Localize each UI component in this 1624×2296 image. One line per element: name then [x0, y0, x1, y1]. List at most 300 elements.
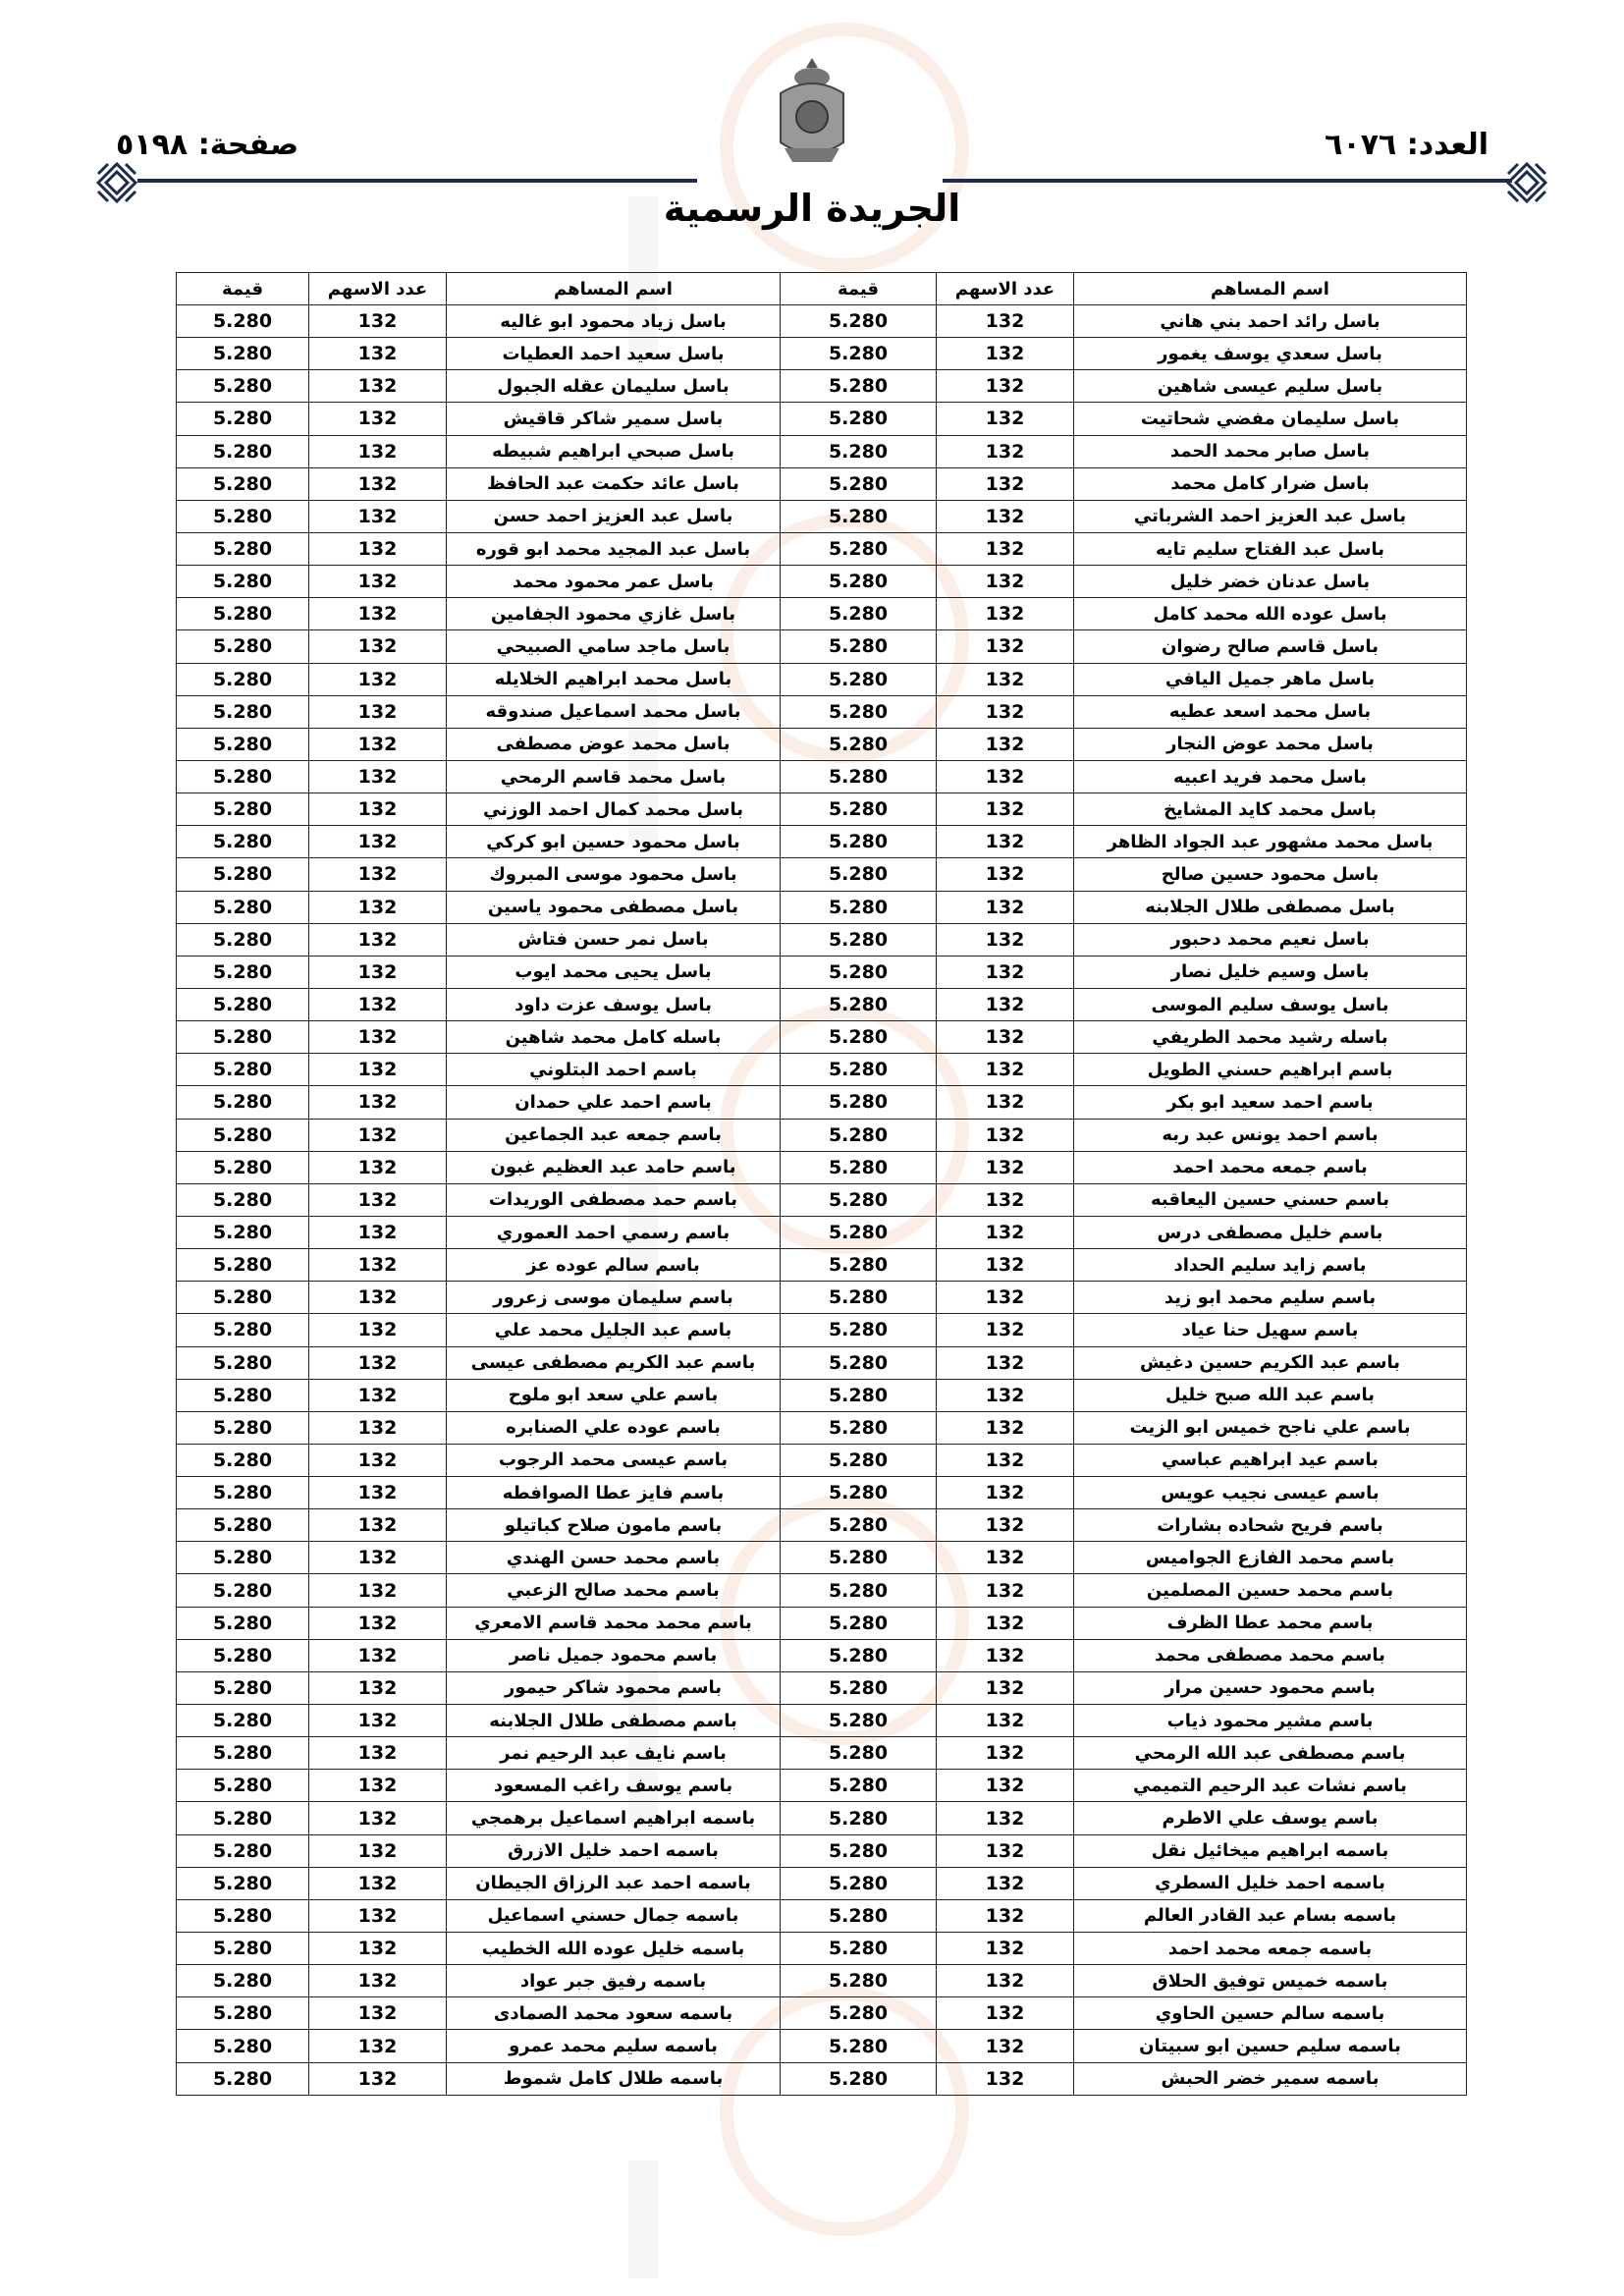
share-value: 5.280 — [177, 923, 309, 956]
shareholder-name: باسل عبد المجيد محمد ابو قوره — [447, 532, 781, 565]
shareholder-name: باسم مامون صلاح كباتيلو — [447, 1509, 781, 1542]
share-count: 132 — [937, 532, 1074, 565]
share-value: 5.280 — [781, 1574, 937, 1607]
share-value: 5.280 — [781, 403, 937, 435]
share-value: 5.280 — [177, 1933, 309, 1965]
share-count: 132 — [937, 793, 1074, 826]
shareholder-name: باسل مصطفى محمود ياسين — [447, 891, 781, 923]
shareholder-name: باسل يحيى محمد ايوب — [447, 956, 781, 988]
share-value: 5.280 — [177, 1705, 309, 1737]
shareholder-name: باسمه سمير خضر الحبش — [1074, 2062, 1467, 2095]
share-count: 132 — [309, 760, 447, 793]
share-value: 5.280 — [177, 403, 309, 435]
shareholder-name: باسم جمعه عبد الجماعين — [447, 1119, 781, 1151]
share-value: 5.280 — [177, 1802, 309, 1834]
table-row — [177, 695, 1467, 728]
shareholder-name: باسل محمد قاسم الرمحي — [447, 760, 781, 793]
shareholder-name: باسمه سليم حسين ابو سبيتان — [1074, 2030, 1467, 2062]
share-count: 132 — [309, 435, 447, 467]
shareholder-name: باسم نشات عبد الرحيم التميمي — [1074, 1770, 1467, 1802]
shareholder-name: باسل سعدي يوسف يغمور — [1074, 338, 1467, 370]
shareholder-name: باسمه سالم حسين الحاوي — [1074, 1997, 1467, 2030]
shareholder-name: باسم محمد عطا الظرف — [1074, 1607, 1467, 1639]
share-count: 132 — [937, 1542, 1074, 1574]
shareholder-name: باسمه جمال حسني اسماعيل — [447, 1899, 781, 1932]
share-count: 132 — [309, 1249, 447, 1282]
shareholder-name: باسله رشيد محمد الطريفي — [1074, 1021, 1467, 1054]
share-value: 5.280 — [781, 2062, 937, 2095]
share-value: 5.280 — [177, 1346, 309, 1379]
share-count: 132 — [309, 500, 447, 532]
shareholder-name: باسم حامد عبد العظيم غبون — [447, 1151, 781, 1183]
column-header-value: قيمة — [781, 273, 937, 305]
share-value: 5.280 — [177, 2062, 309, 2095]
share-value: 5.280 — [177, 1444, 309, 1476]
shareholder-name: باسم نايف عبد الرحيم نمر — [447, 1737, 781, 1770]
table-row — [177, 1737, 1467, 1770]
share-value: 5.280 — [781, 1021, 937, 1054]
share-value: 5.280 — [781, 1965, 937, 1997]
share-value: 5.280 — [781, 891, 937, 923]
share-count: 132 — [309, 1802, 447, 1834]
share-count: 132 — [937, 1834, 1074, 1867]
table-row — [177, 2062, 1467, 2095]
table-row — [177, 1086, 1467, 1119]
table-row — [177, 793, 1467, 826]
share-count: 132 — [309, 1216, 447, 1248]
share-value: 5.280 — [177, 1997, 309, 2030]
share-value: 5.280 — [177, 1151, 309, 1183]
share-count: 132 — [937, 338, 1074, 370]
share-count: 132 — [937, 1119, 1074, 1151]
shareholder-name: باسم عبد الجليل محمد علي — [447, 1314, 781, 1346]
shareholder-name: باسل سليمان عقله الجبول — [447, 370, 781, 403]
share-count: 132 — [309, 1899, 447, 1932]
shareholder-name: باسمه احمد خليل السطري — [1074, 1867, 1467, 1899]
shareholder-name: باسل سليمان مفضي شحاتيت — [1074, 403, 1467, 435]
shareholder-name: باسل يوسف سليم الموسى — [1074, 988, 1467, 1020]
share-count: 132 — [937, 1054, 1074, 1086]
share-value: 5.280 — [177, 305, 309, 338]
table-row — [177, 1183, 1467, 1216]
share-count: 132 — [937, 1086, 1074, 1119]
shareholder-name: باسم محمد محمد قاسم الامعري — [447, 1607, 781, 1639]
share-value: 5.280 — [177, 1671, 309, 1704]
share-count: 132 — [937, 435, 1074, 467]
share-count: 132 — [309, 1933, 447, 1965]
share-value: 5.280 — [177, 467, 309, 500]
table-row — [177, 1770, 1467, 1802]
share-count: 132 — [937, 2030, 1074, 2062]
table-row — [177, 305, 1467, 338]
table-row — [177, 1705, 1467, 1737]
shareholder-name: باسم سليمان موسى زعرور — [447, 1282, 781, 1314]
shareholder-name: باسمه بسام عبد القادر العالم — [1074, 1899, 1467, 1932]
shareholder-name: باسم خليل مصطفى درس — [1074, 1216, 1467, 1248]
shareholder-name: باسل قاسم صالح رضوان — [1074, 630, 1467, 663]
share-value: 5.280 — [177, 598, 309, 630]
shareholder-name: باسم سليم محمد ابو زيد — [1074, 1282, 1467, 1314]
share-count: 132 — [309, 1151, 447, 1183]
share-value: 5.280 — [781, 2030, 937, 2062]
table-row — [177, 858, 1467, 891]
share-value: 5.280 — [177, 1542, 309, 1574]
share-count: 132 — [309, 728, 447, 760]
share-count: 132 — [309, 1477, 447, 1509]
share-count: 132 — [309, 793, 447, 826]
table-row — [177, 728, 1467, 760]
shareholder-name: باسم جمعه محمد احمد — [1074, 1151, 1467, 1183]
share-count: 132 — [937, 1933, 1074, 1965]
shareholder-name: باسل يوسف عزت داود — [447, 988, 781, 1020]
table-row — [177, 532, 1467, 565]
share-value: 5.280 — [177, 630, 309, 663]
share-value: 5.280 — [781, 1282, 937, 1314]
share-value: 5.280 — [177, 1021, 309, 1054]
table-row — [177, 1119, 1467, 1151]
page-header — [0, 0, 1624, 265]
table-row — [177, 1054, 1467, 1086]
shareholder-name: باسم سالم عوده عز — [447, 1249, 781, 1282]
share-value: 5.280 — [177, 1477, 309, 1509]
shareholder-name: باسم عوده علي الصنابره — [447, 1411, 781, 1444]
share-value: 5.280 — [177, 1054, 309, 1086]
share-value: 5.280 — [177, 1737, 309, 1770]
shareholder-name: باسل عوده الله محمد كامل — [1074, 598, 1467, 630]
shareholder-name: باسل سمير شاكر قاقيش — [447, 403, 781, 435]
share-value: 5.280 — [781, 370, 937, 403]
share-count: 132 — [937, 826, 1074, 858]
share-value: 5.280 — [177, 1119, 309, 1151]
share-count: 132 — [937, 1574, 1074, 1607]
shareholder-name: باسل نمر حسن فتاش — [447, 923, 781, 956]
share-count: 132 — [937, 956, 1074, 988]
shareholder-name: باسم عبد الله صبح خليل — [1074, 1379, 1467, 1411]
share-value: 5.280 — [177, 1574, 309, 1607]
share-count: 132 — [937, 1216, 1074, 1248]
share-count: 132 — [937, 1639, 1074, 1671]
share-count: 132 — [309, 305, 447, 338]
shareholder-name: باسل صبحي ابراهيم شبيطه — [447, 435, 781, 467]
table-row — [177, 760, 1467, 793]
share-value: 5.280 — [781, 988, 937, 1020]
share-count: 132 — [937, 1965, 1074, 1997]
table-row — [177, 338, 1467, 370]
share-value: 5.280 — [781, 728, 937, 760]
shareholder-name: باسل عائد حكمت عبد الحافظ — [447, 467, 781, 500]
table-row — [177, 1346, 1467, 1379]
share-count: 132 — [309, 1965, 447, 1997]
share-count: 132 — [937, 566, 1074, 598]
table-row — [177, 1965, 1467, 1997]
shareholder-name: باسم زايد سليم الحداد — [1074, 1249, 1467, 1282]
share-value: 5.280 — [177, 858, 309, 891]
shareholder-name: باسل محمود حسين ابو كركي — [447, 826, 781, 858]
table-row — [177, 1867, 1467, 1899]
share-value: 5.280 — [177, 695, 309, 728]
shareholder-name: باسمه احمد عبد الرزاق الجيطان — [447, 1867, 781, 1899]
table-row — [177, 500, 1467, 532]
share-value: 5.280 — [177, 1411, 309, 1444]
share-value: 5.280 — [781, 1705, 937, 1737]
shareholder-name: باسم عبد الكريم حسين دغيش — [1074, 1346, 1467, 1379]
share-value: 5.280 — [781, 630, 937, 663]
shareholder-name: باسل محمد كمال احمد الوزني — [447, 793, 781, 826]
share-value: 5.280 — [781, 338, 937, 370]
share-value: 5.280 — [177, 728, 309, 760]
shareholders-table — [176, 272, 1467, 2096]
share-count: 132 — [937, 663, 1074, 695]
shareholder-name: باسل عدنان خضر خليل — [1074, 566, 1467, 598]
share-value: 5.280 — [177, 1607, 309, 1639]
shareholder-name: باسل محمود حسين صالح — [1074, 858, 1467, 891]
share-count: 132 — [937, 1867, 1074, 1899]
share-count: 132 — [309, 630, 447, 663]
share-count: 132 — [309, 1509, 447, 1542]
shareholder-name: باسل صابر محمد الحمد — [1074, 435, 1467, 467]
share-count: 132 — [937, 858, 1074, 891]
share-count: 132 — [937, 923, 1074, 956]
table-row — [177, 467, 1467, 500]
share-count: 132 — [309, 1834, 447, 1867]
shareholder-name: باسم محمد حسن الهندي — [447, 1542, 781, 1574]
share-count: 132 — [937, 1183, 1074, 1216]
header-rule-right — [943, 179, 1512, 183]
share-value: 5.280 — [781, 566, 937, 598]
shareholder-name: باسم احمد سعيد ابو بكر — [1074, 1086, 1467, 1119]
share-count: 132 — [937, 1607, 1074, 1639]
shareholder-name: باسل سليم عيسى شاهين — [1074, 370, 1467, 403]
share-value: 5.280 — [781, 923, 937, 956]
share-value: 5.280 — [781, 1867, 937, 1899]
share-value: 5.280 — [781, 305, 937, 338]
share-count: 132 — [937, 1379, 1074, 1411]
share-count: 132 — [937, 1737, 1074, 1770]
share-value: 5.280 — [781, 1737, 937, 1770]
column-header-name: اسم المساهم — [447, 273, 781, 305]
share-value: 5.280 — [177, 1639, 309, 1671]
share-value: 5.280 — [781, 1770, 937, 1802]
share-value: 5.280 — [177, 1183, 309, 1216]
share-count: 132 — [937, 1705, 1074, 1737]
shareholder-name: باسل محمد عوض مصطفى — [447, 728, 781, 760]
shareholder-name: باسم محمد حسين المصلمين — [1074, 1574, 1467, 1607]
share-count: 132 — [309, 1639, 447, 1671]
share-value: 5.280 — [781, 1379, 937, 1411]
page-number: صفحة: ٥١٩٨ — [116, 128, 299, 162]
table-row — [177, 598, 1467, 630]
shareholder-name: باسم احمد يونس عبد ربه — [1074, 1119, 1467, 1151]
share-count: 132 — [309, 891, 447, 923]
share-value: 5.280 — [177, 1086, 309, 1119]
share-value: 5.280 — [781, 467, 937, 500]
table-row — [177, 1249, 1467, 1282]
table-row — [177, 1899, 1467, 1932]
share-value: 5.280 — [177, 760, 309, 793]
share-count: 132 — [309, 2062, 447, 2095]
shareholder-name: باسم محمد الفازع الجواميس — [1074, 1542, 1467, 1574]
share-value: 5.280 — [177, 1216, 309, 1248]
shareholder-name: باسل محمد مشهور عبد الجواد الظاهر — [1074, 826, 1467, 858]
share-value: 5.280 — [781, 1933, 937, 1965]
share-value: 5.280 — [781, 532, 937, 565]
share-count: 132 — [937, 1411, 1074, 1444]
shareholder-name: باسل محمد ابراهيم الخلايله — [447, 663, 781, 695]
shareholder-name: باسل ماجد سامي الصبيحي — [447, 630, 781, 663]
share-value: 5.280 — [781, 1607, 937, 1639]
share-count: 132 — [309, 467, 447, 500]
share-count: 132 — [309, 566, 447, 598]
share-value: 5.280 — [781, 956, 937, 988]
table-row — [177, 1509, 1467, 1542]
share-count: 132 — [309, 1054, 447, 1086]
share-count: 132 — [937, 1671, 1074, 1704]
share-value: 5.280 — [177, 956, 309, 988]
share-count: 132 — [937, 1314, 1074, 1346]
share-value: 5.280 — [781, 695, 937, 728]
table-row — [177, 403, 1467, 435]
share-count: 132 — [309, 598, 447, 630]
shareholder-name: باسم عبد الكريم مصطفى عيسى — [447, 1346, 781, 1379]
share-count: 132 — [309, 956, 447, 988]
shareholder-name: باسل غازي محمود الجفامين — [447, 598, 781, 630]
share-count: 132 — [309, 1671, 447, 1704]
share-count: 132 — [937, 370, 1074, 403]
share-count: 132 — [309, 1411, 447, 1444]
share-value: 5.280 — [781, 760, 937, 793]
shareholder-name: باسم فريح شحاده بشارات — [1074, 1509, 1467, 1542]
table-row — [177, 956, 1467, 988]
shareholder-name: باسل زياد محمود ابو غاليه — [447, 305, 781, 338]
share-count: 132 — [309, 338, 447, 370]
share-count: 132 — [937, 467, 1074, 500]
share-value: 5.280 — [177, 663, 309, 695]
shareholder-name: باسل عبد الفتاح سليم تايه — [1074, 532, 1467, 565]
share-value: 5.280 — [177, 566, 309, 598]
column-header-name: اسم المساهم — [1074, 273, 1467, 305]
shareholder-name: باسل وسيم خليل نصار — [1074, 956, 1467, 988]
share-count: 132 — [309, 988, 447, 1020]
shareholder-name: باسله كامل محمد شاهين — [447, 1021, 781, 1054]
share-count: 132 — [937, 1770, 1074, 1802]
share-value: 5.280 — [177, 2030, 309, 2062]
shareholder-name: باسم محمود شاكر حيمور — [447, 1671, 781, 1704]
shareholder-name: باسم احمد البتلوني — [447, 1054, 781, 1086]
share-value: 5.280 — [177, 370, 309, 403]
shareholder-name: باسمه طلال كامل شموط — [447, 2062, 781, 2095]
share-count: 132 — [309, 858, 447, 891]
header-rule-left — [137, 179, 697, 183]
table-row — [177, 1574, 1467, 1607]
share-count: 132 — [309, 1119, 447, 1151]
table-row — [177, 1314, 1467, 1346]
column-header-value: قيمة — [177, 273, 309, 305]
table-row — [177, 1933, 1467, 1965]
shareholder-name: باسم فايز عطا الصوافطه — [447, 1477, 781, 1509]
table-row — [177, 370, 1467, 403]
share-count: 132 — [309, 1770, 447, 1802]
share-count: 132 — [309, 1379, 447, 1411]
share-count: 132 — [309, 1997, 447, 2030]
shareholder-name: باسل محمد عوض النجار — [1074, 728, 1467, 760]
table-row — [177, 663, 1467, 695]
share-value: 5.280 — [177, 1965, 309, 1997]
shareholder-name: باسل سعيد احمد العطيات — [447, 338, 781, 370]
shareholder-name: باسمه ابراهيم ميخائيل نقل — [1074, 1834, 1467, 1867]
share-value: 5.280 — [177, 1899, 309, 1932]
share-value: 5.280 — [781, 1086, 937, 1119]
share-value: 5.280 — [781, 1151, 937, 1183]
table-row — [177, 1216, 1467, 1248]
share-value: 5.280 — [781, 1834, 937, 1867]
share-count: 132 — [937, 1802, 1074, 1834]
share-count: 132 — [937, 500, 1074, 532]
share-value: 5.280 — [781, 435, 937, 467]
shareholder-name: باسم محمد مصطفى محمد — [1074, 1639, 1467, 1671]
share-count: 132 — [309, 1542, 447, 1574]
issue-number: العدد: ٦٠٧٦ — [1325, 128, 1489, 162]
share-count: 132 — [937, 1477, 1074, 1509]
shareholder-name: باسل نعيم محمد دحبور — [1074, 923, 1467, 956]
share-count: 132 — [309, 532, 447, 565]
table-row — [177, 891, 1467, 923]
table-row — [177, 1477, 1467, 1509]
table-row — [177, 566, 1467, 598]
table-row — [177, 1282, 1467, 1314]
table-row — [177, 1542, 1467, 1574]
share-count: 132 — [937, 1282, 1074, 1314]
shareholder-name: باسل محمد اسعد عطيه — [1074, 695, 1467, 728]
shareholder-name: باسل مصطفى طلال الجلابنه — [1074, 891, 1467, 923]
share-value: 5.280 — [781, 1477, 937, 1509]
shareholder-name: باسمه سليم محمد عمرو — [447, 2030, 781, 2062]
table-row — [177, 826, 1467, 858]
share-value: 5.280 — [781, 1249, 937, 1282]
share-count: 132 — [309, 2030, 447, 2062]
table-row — [177, 1834, 1467, 1867]
shareholder-name: باسمه ابراهيم اسماعيل برهمجي — [447, 1802, 781, 1834]
share-count: 132 — [937, 1997, 1074, 2030]
share-value: 5.280 — [177, 988, 309, 1020]
share-count: 132 — [309, 1314, 447, 1346]
share-value: 5.280 — [781, 1411, 937, 1444]
share-count: 132 — [309, 826, 447, 858]
share-count: 132 — [937, 630, 1074, 663]
share-value: 5.280 — [781, 1216, 937, 1248]
shareholder-name: باسل محمود موسى المبروك — [447, 858, 781, 891]
share-count: 132 — [309, 1574, 447, 1607]
share-count: 132 — [937, 1249, 1074, 1282]
share-count: 132 — [937, 1151, 1074, 1183]
shareholder-name: باسل رائد احمد بني هاني — [1074, 305, 1467, 338]
share-count: 132 — [937, 1899, 1074, 1932]
table-row — [177, 1802, 1467, 1834]
share-value: 5.280 — [781, 1183, 937, 1216]
share-count: 132 — [309, 695, 447, 728]
share-value: 5.280 — [177, 1314, 309, 1346]
share-value: 5.280 — [177, 891, 309, 923]
share-value: 5.280 — [781, 1671, 937, 1704]
table-row — [177, 1411, 1467, 1444]
share-value: 5.280 — [177, 1509, 309, 1542]
shareholder-name: باسل عبد العزيز احمد الشرباتي — [1074, 500, 1467, 532]
shareholder-name: باسل محمد كايد المشايخ — [1074, 793, 1467, 826]
share-count: 132 — [309, 663, 447, 695]
shareholder-name: باسل ضرار كامل محمد — [1074, 467, 1467, 500]
shareholder-name: باسم مصطفى عبد الله الرمحي — [1074, 1737, 1467, 1770]
share-count: 132 — [937, 305, 1074, 338]
share-count: 132 — [309, 1183, 447, 1216]
